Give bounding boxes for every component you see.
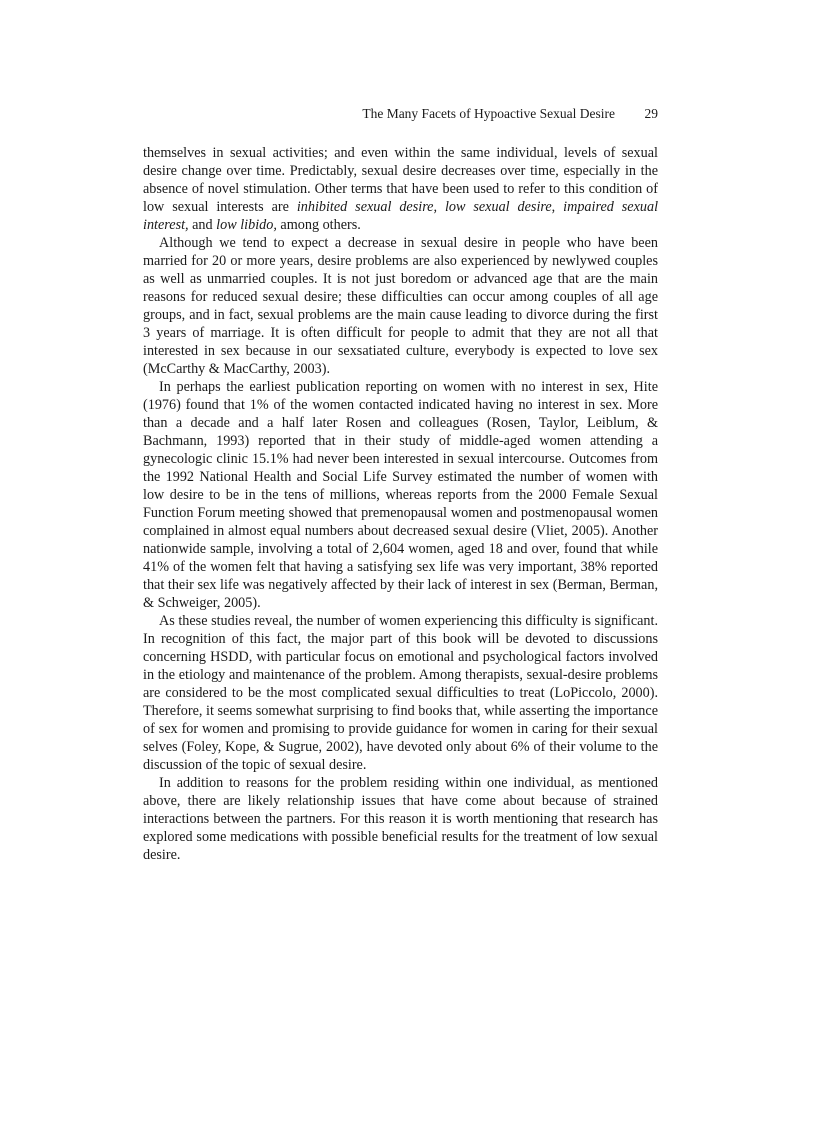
text-segment: , <box>551 199 564 215</box>
page-number: 29 <box>644 106 658 121</box>
text-segment: Although we tend to expect a decrease in sexual desire in people who have been married for 20 or more years, desire problems are also experienced by newlywed couples as well as unmarried couples. It is not just boredom or advanced age that are the main reasons for reduced sexual desire; these difficulties can occur among couples of all age groups, and in fact, sexual problems are the main cause leading to divorce during the first 3 years of marriage. It is often difficult for people to admit that they are not all that interested in sex because in our sexsatiated culture, everybody is expected to love sex (McCarthy & MacCarthy, 2003). <box>143 235 658 377</box>
text-segment: As these studies reveal, the number of women experiencing this difficulty is significant. In recognition of this fact, the major part of this book will be devoted to discussions concerning HSDD, with particular focus on emotional and psychological factors involved in the etiology and maintenance of the problem. Among therapists, sexual-desire problems are considered to be the most complicated sexual difficulties to treat (LoPiccolo, 2000). Therefore, it seems somewhat surprising to find books that, while asserting the importance of sex for women and promising to provide guidance for women in caring for their sexual selves (Foley, Kope, & Sugrue, 2002), have devoted only about 6% of their volume to the discussion of the topic of sexual desire. <box>143 613 658 773</box>
body-text <box>143 144 658 864</box>
paragraph-1 <box>143 144 658 234</box>
text-segment: themselves in sexual activities; and even within the same individual, levels of sexual desire change over time. Predictably, sexual desire decreases over time, especially in the absence of novel stimulation. Other terms that have been used to refer to this condition of low sexual interests are <box>143 145 658 215</box>
italic-term: impaired sexual interest, <box>143 199 659 233</box>
paragraph-4 <box>143 612 658 774</box>
paragraph-2 <box>143 234 658 378</box>
text-segment: and <box>188 217 217 233</box>
text-segment: In addition to reasons for the problem residing within one individual, as mentioned above, there are likely relationship issues that have come about because of strained interactions between the partners. For this reason it is worth mentioning that research has explored some medications with possible beneficial results for the treatment of low sexual desire. <box>143 775 658 863</box>
text-segment: In perhaps the earliest publication reporting on women with no interest in sex, Hite (1976) found that 1% of the women contacted indicated having no interest in sex. More than a decade and a half later Rosen and colleagues (Rosen, Taylor, Leiblum, & Bachmann, 1993) reported that in their study of middle-aged women attending a gynecologic clinic 15.1% had never been interested in sexual intercourse. Outcomes from the 1992 National Health and Social Life Survey estimated the number of women with low desire to be in the tens of millions, whereas reports from the 2000 Female Sexual Function Forum meeting showed that premenopausal women and postmenopausal women complained in almost equal numbers about decreased sexual desire (Vliet, 2005). Another nationwide sample, involving a total of 2,604 women, aged 18 and over, found that while 41% of the women felt that having a satisfying sex life was very important, 38% reported that their sex life was negatively affected by their lack of interest in sex (Berman, Berman, & Schweiger, 2005). <box>143 379 658 611</box>
italic-term: low libido, <box>216 217 277 233</box>
text-segment: among others. <box>276 217 361 233</box>
running-title: The Many Facets of Hypoactive Sexual Desire <box>362 106 615 121</box>
page-header <box>143 104 658 124</box>
italic-term: inhibited sexual desire, low sexual desire <box>296 199 552 215</box>
paragraph-5 <box>143 774 658 864</box>
paragraph-3 <box>143 378 658 612</box>
